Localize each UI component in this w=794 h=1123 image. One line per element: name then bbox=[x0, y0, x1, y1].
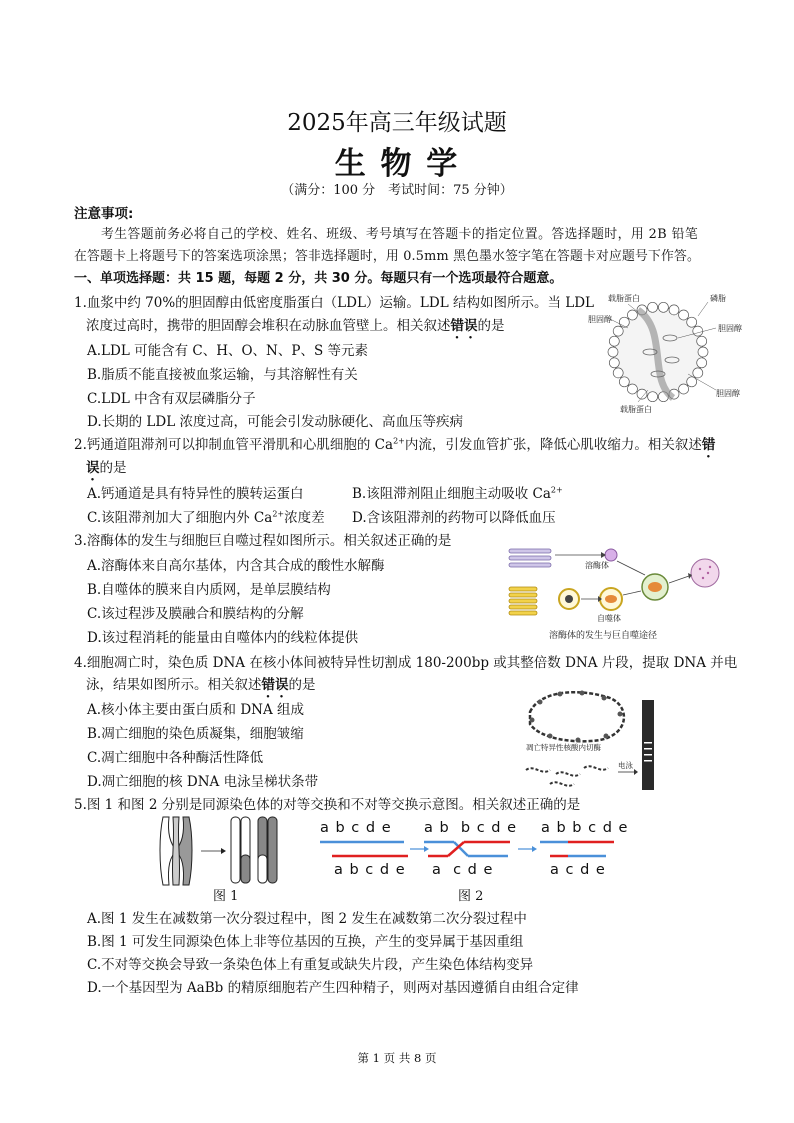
figure-1-label: 图 1 bbox=[213, 889, 239, 904]
fig2-genes-top-2: a b b c d e bbox=[424, 820, 518, 836]
phospholipid-head bbox=[609, 336, 619, 346]
phospholipid-head bbox=[679, 384, 689, 394]
phospholipid-head bbox=[627, 384, 637, 394]
fig2-genes-bottom-1: a b c d e bbox=[334, 862, 406, 878]
ldl-label-cholesterol-right: 胆固醇 bbox=[718, 324, 742, 333]
fig2-genes-top-1: a b c d e bbox=[320, 820, 392, 836]
phospholipid-head bbox=[693, 368, 703, 378]
phospholipid-head bbox=[693, 326, 703, 336]
q4-option-c[interactable]: C.凋亡细胞中各种酶活性降低 bbox=[87, 750, 264, 766]
q1-option-c[interactable]: C.LDL 中含有双层磷脂分子 bbox=[87, 391, 256, 407]
q1-option-a[interactable]: A.LDL 可能含有 C、H、O、N、P、S 等元素 bbox=[87, 343, 368, 359]
phospholipid-head bbox=[648, 302, 658, 312]
phospholipid-head bbox=[658, 302, 668, 312]
q3-option-b[interactable]: B.自噬体的膜来自内质网，是单层膜结构 bbox=[87, 582, 331, 598]
q5-option-d[interactable]: D.一个基因型为 AaBb 的精原细胞若产生四种精子，则两对基因遵循自由组合定律 bbox=[87, 980, 579, 996]
q1-option-d[interactable]: D.长期的 LDL 浓度过高，可能会引发动脉硬化、高血压等疾病 bbox=[87, 414, 463, 430]
autophagy-caption: 溶酶体的发生与巨自噬途径 bbox=[549, 631, 658, 641]
q1-stem-line2: 浓度过高时，携带的胆固醇会堆积在动脉血管壁上。相关叙述错误的是 bbox=[86, 318, 505, 334]
phospholipid-head bbox=[627, 310, 637, 320]
exam-title: 2025年高三年级试题 bbox=[287, 110, 507, 136]
q5-option-a[interactable]: A.图 1 发生在减数第一次分裂过程中，图 2 发生在减数第二次分裂过程中 bbox=[87, 911, 527, 927]
phospholipid-head bbox=[608, 347, 618, 357]
ldl-label-apoprotein-bottom: 载脂蛋白 bbox=[620, 405, 652, 414]
dna-electrophoresis-figure bbox=[520, 684, 670, 796]
notice-line-1: 考生答题前务必将自己的学校、姓名、班级、考号填写在答题卡的指定位置。答选择题时，用 2B 铅笔 bbox=[101, 227, 699, 242]
page-number: 第 1 页 共 8 页 bbox=[357, 1051, 437, 1065]
q2-wrong-emphasis-1: 错 bbox=[701, 437, 716, 453]
autophagosome-label: 自噬体 bbox=[597, 614, 621, 623]
q4-stem-line1: 4.细胞凋亡时，染色质 DNA 在核小体间被特异性切割成 180-200bp 或其整倍数 DNA 片段，提取 DNA 并电 bbox=[74, 655, 738, 671]
fig2-genes-bottom-2: a c d e bbox=[432, 862, 494, 878]
phospholipid-head bbox=[687, 317, 697, 327]
ldl-label-cholesterol-left: 胆固醇 bbox=[588, 315, 612, 324]
ldl-label-cholesterol-bottom: 胆固醇 bbox=[716, 389, 740, 398]
q1-wrong-emphasis: 错误 bbox=[450, 318, 478, 334]
figure-2-label: 图 2 bbox=[458, 889, 484, 904]
phospholipid-head bbox=[609, 358, 619, 368]
ldl-label-phospholipid: 磷脂 bbox=[710, 294, 726, 303]
q2-option-b[interactable]: B.该阻滞剂阻止细胞主动吸收 $Ca^{2+}$ bbox=[352, 485, 563, 502]
q5-option-c[interactable]: C.不对等交换会导致一条染色体上有重复或缺失片段，产生染色体结构变异 bbox=[87, 957, 534, 973]
q5-stem: 5.图 1 和图 2 分别是同源染色体的对等交换和不对等交换示意图。相关叙述正确的是 bbox=[74, 797, 581, 813]
phospholipid-head bbox=[613, 368, 623, 378]
fig2-genes-bottom-3: a c d e bbox=[550, 862, 606, 878]
figure-1-chromosomes bbox=[155, 815, 295, 887]
q3-option-a[interactable]: A.溶酶体来自高尔基体，内含其合成的酸性水解酶 bbox=[87, 558, 385, 574]
ldl-label-apoprotein-top: 载脂蛋白 bbox=[608, 294, 640, 303]
phospholipid-head bbox=[697, 358, 707, 368]
q5-option-b[interactable]: B.图 1 可发生同源染色体上非等位基因的互换，产生的变异属于基因重组 bbox=[87, 934, 524, 950]
figure-2-lines bbox=[318, 836, 618, 864]
autophagy-figure bbox=[505, 543, 735, 643]
lysosome-label: 溶酶体 bbox=[585, 561, 609, 570]
q4-stem-line2: 泳，结果如图所示。相关叙述错误的是 bbox=[86, 677, 316, 693]
fig2-genes-top-3: a b b c d e bbox=[541, 820, 629, 836]
phospholipid-head bbox=[679, 310, 689, 320]
section-heading: 一、单项选择题：共 15 题，每题 2 分，共 30 分。每题只有一个选项最符合题意。 bbox=[74, 271, 563, 286]
phospholipid-head bbox=[619, 377, 629, 387]
electrophoresis-label: 电泳 bbox=[618, 761, 633, 770]
phospholipid-head bbox=[698, 347, 708, 357]
q2-option-c[interactable]: C.该阻滞剂加大了细胞内外 $Ca^{2+}$浓度差 bbox=[87, 509, 325, 526]
phospholipid-head bbox=[637, 389, 647, 399]
notice-line-2: 在答题卡上将题号下的答案选项涂黑；答非选择题时，用 0.5mm 黑色墨水签字笔在答题卡对应题号下作答。 bbox=[74, 249, 701, 264]
phospholipid-head bbox=[613, 326, 623, 336]
phospholipid-head bbox=[669, 305, 679, 315]
q4-option-d[interactable]: D.凋亡细胞的核 DNA 电泳呈梯状条带 bbox=[87, 774, 319, 790]
q3-option-d[interactable]: D.该过程消耗的能量由自噬体内的线粒体提供 bbox=[87, 630, 359, 646]
q4-option-b[interactable]: B.凋亡细胞的染色质凝集，细胞皱缩 bbox=[87, 726, 304, 742]
endonuclease-label: 凋亡特异性核酸内切酶 bbox=[526, 743, 601, 752]
q2-option-a[interactable]: A.钙通道是具有特异性的膜转运蛋白 bbox=[87, 486, 304, 502]
phospholipid-head bbox=[697, 336, 707, 346]
q3-stem: 3.溶酶体的发生与细胞巨自噬过程如图所示。相关叙述正确的是 bbox=[74, 533, 452, 549]
exam-info: （满分：100 分 考试时间：75 分钟） bbox=[281, 183, 513, 198]
phospholipid-head bbox=[648, 392, 658, 402]
q3-option-c[interactable]: C.该过程涉及膜融合和膜结构的分解 bbox=[87, 606, 304, 622]
q1-stem-line1: 1.血浆中约 70%的胆固醇由低密度脂蛋白（LDL）运输。LDL 结构如图所示。当 LDL bbox=[74, 295, 595, 311]
notice-heading: 注意事项: bbox=[74, 206, 134, 222]
q2-wrong-emphasis-2: 误 bbox=[86, 460, 100, 476]
subject-title: 生 物 学 bbox=[334, 146, 460, 182]
q2-option-d[interactable]: D.含该阻滞剂的药物可以降低血压 bbox=[352, 510, 556, 526]
ldl-structure-figure bbox=[588, 290, 748, 418]
phospholipid-head bbox=[619, 317, 629, 327]
q4-option-a[interactable]: A.核小体主要由蛋白质和 DNA 组成 bbox=[87, 702, 305, 718]
q2-stem-line1: 2.钙通道阻滞剂可以抑制血管平滑肌和心肌细胞的 $Ca^{2+}$内流，引发血管扩张，降低心肌收缩力。相关叙述错 bbox=[74, 436, 716, 453]
q4-wrong-emphasis: 错误 bbox=[261, 677, 289, 693]
q2-stem-line2: 误的是 bbox=[86, 460, 127, 476]
q1-option-b[interactable]: B.脂质不能直接被血浆运输，与其溶解性有关 bbox=[87, 367, 358, 383]
